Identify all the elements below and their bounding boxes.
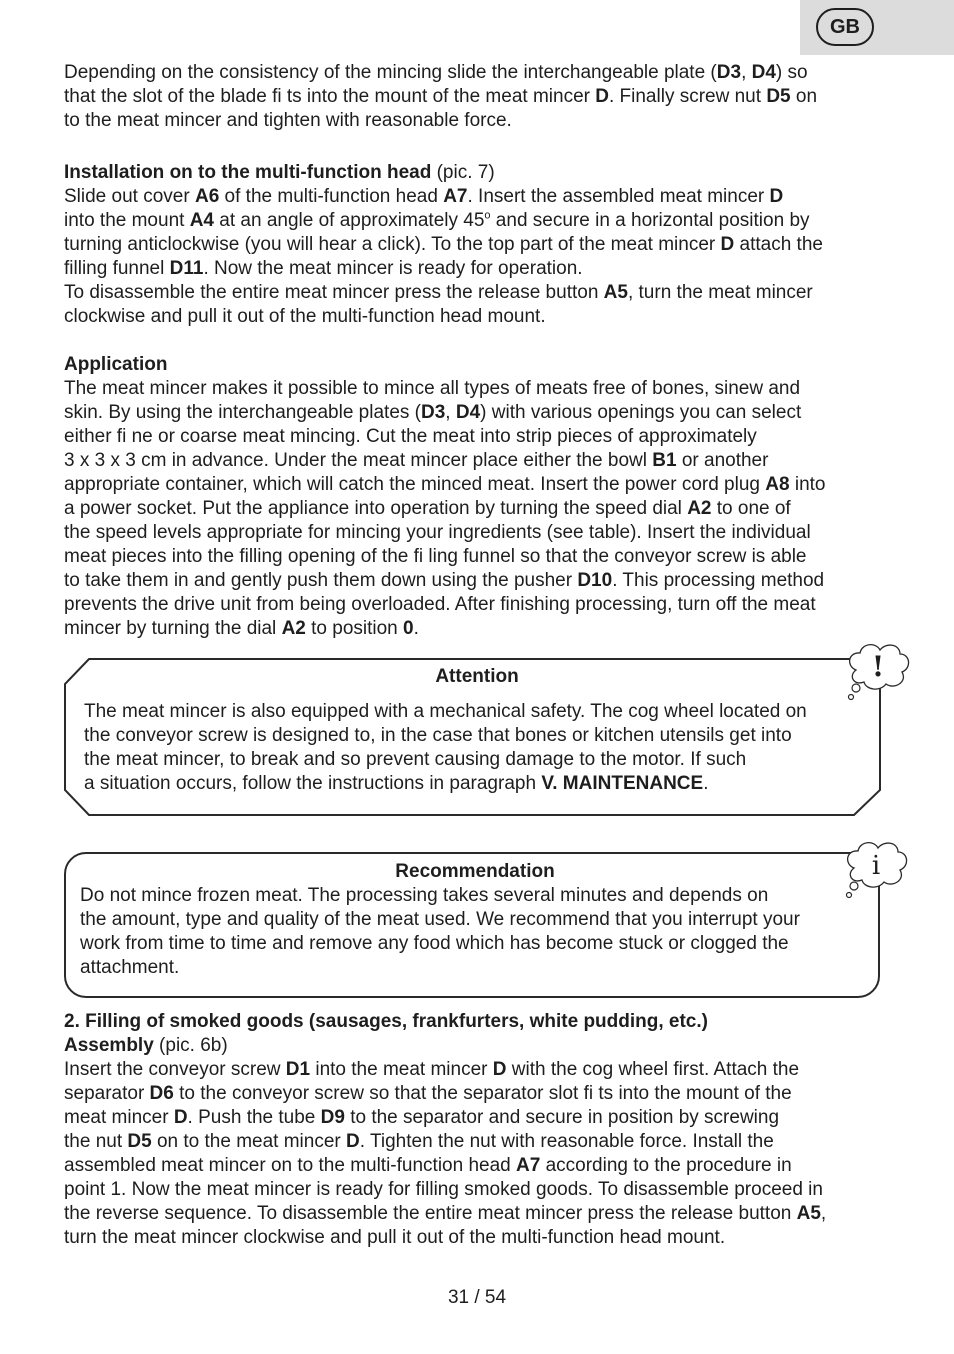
application-section: Application The meat mincer makes it possible to mince all types of meats free of bones, sinew and skin. By using the interchangeable plates (D3, D4) with various openings you can select either fi ne or coarse meat mincing. Cut the meat into strip pieces of approximately 3 x 3 x 3 cm in advance. Under the meat mincer place either the bowl B1 or another appropriate container, which will catch the minced meat. Insert the power cord plug A8 into a power socket. Put the appliance into operation by turning the speed dial A2 to one of the speed levels appropriate for mincing your ingredients (see table). Insert the individual meat pieces into the filling opening of the fi ling funnel so that the conveyor screw is able to take them in and gently push them down using the pusher D10. This processing method prevents the drive unit from being overloaded. After finishing processing, turn off the meat mincer by turning the dial A2 to position 0. xyxy=(64,353,894,641)
application-heading: Application xyxy=(64,354,168,375)
recommendation-title: Recommendation xyxy=(395,861,555,882)
attention-box: Attention The meat mincer is also equipped with a mechanical safety. The cog wheel located on the conveyor screw is designed to, in the case that bones or kitchen utensils get into the meat mincer, to break and so prevent causing damage to the motor. If such a situation occurs, follow the instructions in paragraph V. MAINTENANCE. xyxy=(84,665,870,796)
page-number: 31 / 54 xyxy=(447,1287,507,1308)
language-tab xyxy=(800,0,954,55)
info-icon xyxy=(840,838,912,904)
recommendation-content: Recommendation Do not mince frozen meat. The processing takes several minutes and depends on the amount, type and quality of the meat used. We recommend that you interrupt your work from time to time and remove any food which has become stuck or clogged the attachment. xyxy=(80,860,870,980)
exclamation-glyph: ! xyxy=(871,650,885,683)
filling-section: 2. Filling of smoked goods (sausages, frankfurters, white pudding, etc.) Assembly (pic. 6b) Insert the conveyor screw D1 into the meat mincer D with the cog wheel first. Attach the separator D6 to the conveyor screw so that the separator slot fi ts into the mount of the meat mincer D. Push the tube D9 to the separator and secure in position by screwing the nut D5 on to the meat mincer D. Tighten the nut with reasonable force. Install the assembled meat mincer on to the multi-function head A7 according to the procedure in point 1. Now the meat mincer is ready for filling smoked goods. To disassemble proceed in the reverse sequence. To disassemble the entire meat mincer press the release button A5, turn the meat mincer clockwise and pull it out of the multi-function head mount. xyxy=(64,1010,894,1250)
assembly-heading: Assembly (pic. 6b) xyxy=(64,1035,228,1056)
installation-heading: Installation on to the multi-function head (pic. 7) xyxy=(64,162,495,183)
installation-section: Installation on to the multi-function head (pic. 7) Slide out cover A6 of the multi-function head A7. Insert the assembled meat mincer D into the mount A4 at an angle of approximately 45$^o$ and secure in a horizontal position by turning anticlockwise (you will hear a click). To the top part of the meat mincer D attach the filling funnel D11. Now the meat mincer is ready for operation. To disassemble the entire meat mincer press the release button A5, turn the meat mincer clockwise and pull it out of the multi-function head mount. xyxy=(64,161,894,329)
language-badge: GB xyxy=(816,8,874,46)
intro-paragraph: Depending on the consistency of the mincing slide the interchangeable plate (D3, D4) so that the slot of the blade fi ts into the mount of the meat mincer D. Finally screw nut D5 on to the meat mincer and tighten with reasonable force. xyxy=(64,62,818,131)
filling-heading: 2. Filling of smoked goods (sausages, frankfurters, white pudding, etc.) xyxy=(64,1011,708,1032)
exclamation-icon xyxy=(842,640,914,706)
attention-title: Attention xyxy=(435,666,519,687)
info-glyph: i xyxy=(871,851,881,881)
